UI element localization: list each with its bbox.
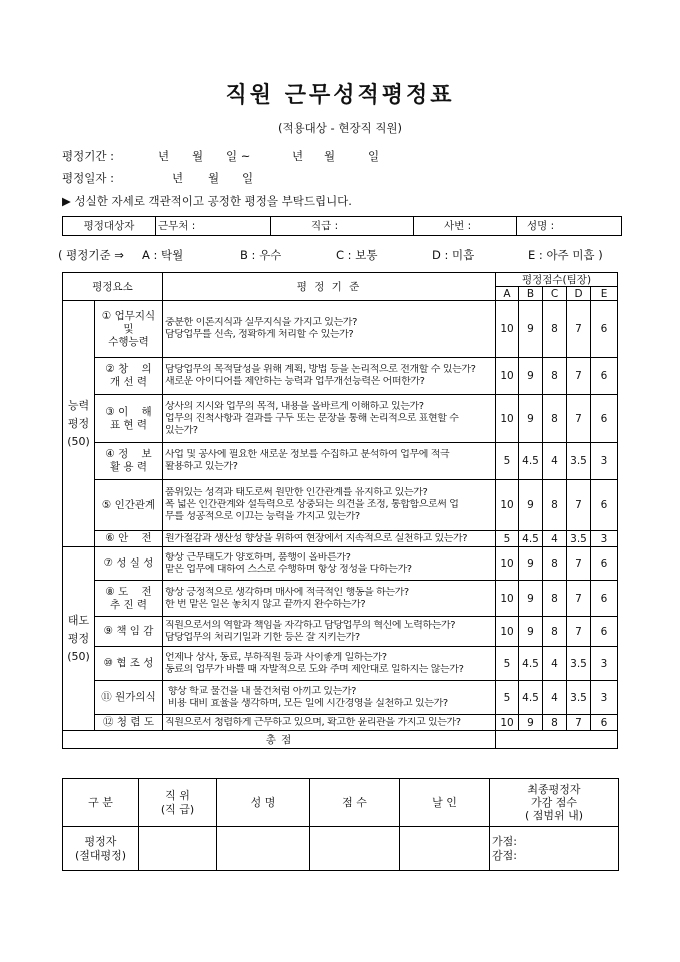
evaluation-criteria	[163, 581, 496, 617]
criteria-line: 담당업무를 신속, 정확하게 처리할 수 있는가?	[165, 329, 354, 340]
score-option[interactable]: 3.5	[567, 531, 591, 547]
total-label: 총 점	[63, 731, 496, 749]
item-label-line: ⑫ 청 렴 도	[103, 716, 154, 728]
signature-table	[62, 778, 619, 871]
criteria-legend	[58, 247, 603, 263]
score-option[interactable]: 5	[496, 531, 519, 547]
score-option[interactable]: 8	[543, 617, 567, 647]
item-label-line: 및	[123, 322, 134, 335]
criteria-line: 상사의 지시와 업무의 목적, 내용을 올바르게 이해하고 있는가?	[165, 400, 424, 412]
score-option[interactable]: 9	[519, 715, 543, 731]
score-option[interactable]: 5	[496, 681, 519, 715]
score-option[interactable]: 10	[496, 301, 519, 358]
evaluator-position-cell[interactable]	[139, 827, 217, 871]
score-option[interactable]: 6	[591, 547, 618, 581]
evaluator-score-cell[interactable]	[310, 827, 400, 871]
criteria-line: 담당업무의 처리기일과 기한 등은 잘 지키는가?	[165, 631, 360, 643]
score-option[interactable]: 7	[567, 581, 591, 617]
score-option[interactable]: 10	[496, 358, 519, 395]
evaluation-item	[95, 395, 163, 443]
criteria-line: 직원으로서의 역할과 책임을 자각하고 담당업무의 혁신에 노력하는가?	[165, 619, 456, 631]
score-option[interactable]: 4	[543, 647, 567, 681]
score-option[interactable]: 5	[496, 647, 519, 681]
criteria-line: 향상 학교 물건을 내 물건처럼 아끼고 있는가?	[165, 685, 357, 697]
page-subtitle: (적용대상 - 현장직 직원)	[277, 121, 403, 135]
evaluation-item	[95, 301, 163, 358]
evaluator-label-line2: (절대평정)	[74, 848, 127, 862]
score-option[interactable]: 3	[591, 647, 618, 681]
criteria-line: 사업 및 공사에 필요한 새로운 정보를 수집하고 분석하여 업무에 적극	[165, 449, 450, 460]
date-month: 월	[208, 171, 220, 185]
sign-position-line2: (직 급)	[160, 802, 195, 816]
score-option[interactable]: 3	[591, 531, 618, 547]
evaluation-row	[63, 547, 618, 581]
group-attitude	[63, 547, 95, 731]
bonus-points-label: 가점:	[492, 834, 517, 848]
evaluation-item	[95, 547, 163, 581]
evaluator-label	[63, 827, 139, 871]
evaluation-item	[95, 647, 163, 681]
score-option[interactable]: 5	[496, 443, 519, 480]
evaluation-criteria	[163, 547, 496, 581]
evaluation-row	[63, 443, 618, 480]
score-option[interactable]: 8	[543, 581, 567, 617]
score-option[interactable]: 10	[496, 715, 519, 731]
score-option[interactable]: 3	[591, 681, 618, 715]
score-option[interactable]: 3.5	[567, 681, 591, 715]
score-option[interactable]: 9	[519, 358, 543, 395]
score-option[interactable]: 3.5	[567, 443, 591, 480]
penalty-points-label: 감점:	[492, 848, 517, 862]
item-label-line: ③ 이 해	[105, 405, 152, 418]
criteria-line: 원가절감과 생산성 향상을 위하여 현장에서 지속적으로 실천하고 있는가?	[165, 532, 468, 544]
sign-header-final	[490, 779, 619, 827]
evaluation-row	[63, 395, 618, 443]
score-option[interactable]: 7	[567, 547, 591, 581]
criteria-line: 비용 대비 효율을 생각하며, 모든 일에 시간경영을 실천하고 있는가?	[165, 697, 448, 709]
score-option[interactable]: 9	[519, 581, 543, 617]
period-day1: 일 ~	[226, 149, 251, 163]
score-option[interactable]: 8	[543, 301, 567, 358]
evaluation-row	[63, 480, 618, 531]
score-option[interactable]: 7	[567, 480, 591, 531]
item-label-line: ⑤ 인간관계	[101, 498, 156, 511]
sign-header-category: 구 분	[63, 779, 139, 827]
target-info-table	[62, 216, 622, 236]
criteria-line: 충분한 이론지식과 실무지식을 가지고 있는가?	[165, 317, 357, 328]
period-month2: 월	[324, 149, 336, 163]
score-option[interactable]: 8	[543, 395, 567, 443]
criteria-line: 한 번 맡은 일은 놓치지 않고 끝까지 완수하는가?	[165, 598, 366, 610]
item-label-line: 추 진 력	[109, 598, 148, 611]
score-option[interactable]: 9	[519, 480, 543, 531]
score-option[interactable]: 6	[591, 480, 618, 531]
evaluation-row	[63, 531, 618, 547]
group-label-line: 능력	[67, 398, 90, 412]
criteria-line: 활용하고 있는가?	[165, 461, 238, 472]
evaluation-item	[95, 581, 163, 617]
score-option[interactable]: 4.5	[519, 531, 543, 547]
evaluation-criteria	[163, 715, 496, 731]
item-label-line: ⑦ 성 실 성	[103, 557, 154, 569]
score-option[interactable]: 8	[543, 715, 567, 731]
evaluation-criteria	[163, 531, 496, 547]
final-evaluator-line3: ( 점범위 내)	[524, 809, 584, 822]
criteria-line: 항상 긍정적으로 생각하며 매사에 적극적인 행동을 하는가?	[165, 586, 409, 598]
date-label: 평정일자 :	[62, 171, 114, 185]
item-label-line: ⑧ 도 전	[105, 585, 152, 598]
item-label-line: ① 업무지식	[101, 309, 156, 322]
criteria-d: D : 미흡	[432, 248, 475, 262]
criteria-b: B : 우수	[240, 248, 282, 262]
header-element: 평정요소	[63, 273, 163, 301]
evaluation-criteria	[163, 358, 496, 395]
evaluation-row	[63, 681, 618, 715]
score-option[interactable]: 7	[567, 715, 591, 731]
grade-a: A	[496, 287, 519, 301]
final-evaluator-line1: 최종평정자	[527, 783, 581, 796]
score-option[interactable]: 7	[567, 358, 591, 395]
evaluator-name-cell[interactable]	[217, 827, 310, 871]
item-label-line: ⑪ 원가의식	[101, 691, 156, 703]
evaluation-row	[63, 358, 618, 395]
group-label-line: 평정	[67, 631, 90, 645]
score-option[interactable]: 6	[591, 715, 618, 731]
criteria-a: A : 탁월	[142, 248, 184, 262]
criteria-line: 무를 성공적으로 이끄는 능력을 가지고 있는가?	[165, 511, 360, 522]
criteria-line: 항상 근무태도가 양호하며, 품행이 올바른가?	[165, 551, 351, 563]
score-option[interactable]: 10	[496, 581, 519, 617]
date-year: 년	[172, 171, 184, 185]
score-option[interactable]: 9	[519, 301, 543, 358]
criteria-line: 새로운 아이디어를 제안하는 능력과 업무개선능력은 어떠한가?	[165, 376, 425, 387]
evaluation-criteria	[163, 617, 496, 647]
score-option[interactable]: 4	[543, 681, 567, 715]
score-option[interactable]: 4	[543, 531, 567, 547]
item-label-line: ② 창 의	[105, 363, 152, 375]
evaluation-criteria	[163, 647, 496, 681]
employee-name-field: 성명 :	[517, 217, 622, 236]
score-option[interactable]: 8	[543, 358, 567, 395]
sign-header-name: 성 명	[217, 779, 310, 827]
score-option[interactable]: 6	[591, 581, 618, 617]
score-option[interactable]: 7	[567, 617, 591, 647]
group-label-line: 평정	[67, 416, 90, 430]
score-option[interactable]: 9	[519, 547, 543, 581]
score-option[interactable]: 4.5	[519, 443, 543, 480]
period-year1: 년	[158, 149, 170, 163]
criteria-e: E : 아주 미흡 )	[528, 248, 603, 262]
grade-b: B	[519, 287, 543, 301]
evaluation-item	[95, 681, 163, 715]
period-label: 평정기간 :	[62, 149, 114, 163]
evaluation-criteria	[163, 395, 496, 443]
evaluation-item	[95, 480, 163, 531]
period-month1: 월	[192, 149, 204, 163]
score-option[interactable]: 10	[496, 395, 519, 443]
sign-header-seal: 날 인	[400, 779, 490, 827]
score-option[interactable]: 4.5	[519, 681, 543, 715]
evaluation-item	[95, 358, 163, 395]
evaluation-row	[63, 301, 618, 358]
score-option[interactable]: 4.5	[519, 647, 543, 681]
evaluation-item	[95, 617, 163, 647]
criteria-line: 맡은 업무에 대하여 스스로 수행하며 항상 정성을 다하는가?	[165, 563, 412, 575]
item-label-line: 표 현 력	[109, 418, 148, 431]
criteria-open: ( 평정기준 ⇒	[58, 248, 124, 262]
sign-header-score: 점 수	[310, 779, 400, 827]
sign-header-position	[139, 779, 217, 827]
item-label-line: 개 선 력	[109, 376, 148, 388]
group-ability	[63, 301, 95, 547]
item-label-line: ④ 정 보	[105, 448, 152, 460]
evaluation-date	[62, 170, 254, 186]
score-option[interactable]: 7	[567, 301, 591, 358]
evaluation-row	[63, 647, 618, 681]
total-score	[496, 731, 618, 749]
score-option[interactable]: 6	[591, 301, 618, 358]
evaluation-item	[95, 531, 163, 547]
evaluation-criteria	[163, 681, 496, 715]
header-score: 평정점수(팀장)	[496, 273, 618, 287]
sign-position-line1: 직 위	[165, 788, 190, 802]
score-option[interactable]: 10	[496, 480, 519, 531]
evaluation-criteria	[163, 480, 496, 531]
employee-id-field: 사번 :	[414, 217, 517, 236]
group-label-line: 태도	[67, 613, 90, 627]
item-label-line: 수행능력	[108, 335, 149, 348]
criteria-line: 있는가?	[165, 424, 198, 436]
score-option[interactable]: 10	[496, 617, 519, 647]
target-label: 평정대상자	[63, 217, 156, 236]
item-label-line: ⑨ 책 임 감	[103, 625, 154, 637]
notice-text: ▶ 성실한 자세로 객관적이고 공정한 평정을 부탁드립니다.	[62, 194, 352, 208]
criteria-c: C : 보통	[336, 248, 378, 262]
score-option[interactable]: 10	[496, 547, 519, 581]
evaluation-table	[62, 272, 618, 749]
position-field: 직급 :	[271, 217, 414, 236]
evaluation-item	[95, 443, 163, 480]
grade-d: D	[567, 287, 591, 301]
workplace-field: 근무처 :	[156, 217, 271, 236]
period-day2: 일	[368, 149, 380, 163]
grade-e: E	[591, 287, 618, 301]
criteria-line: 동료의 업무가 바쁠 때 자발적으로 도와 주며 제안대로 일하지는 않는가?	[165, 663, 464, 675]
criteria-line: 담당업무의 목적달성을 위해 계획, 방법 등을 논리적으로 전개할 수 있는가?	[165, 364, 476, 375]
period-year2: 년	[292, 149, 304, 163]
score-option[interactable]: 4	[543, 443, 567, 480]
evaluator-label-line1: 평정자	[84, 834, 117, 848]
criteria-line: 언제나 상사, 동료, 부하직원 등과 사이좋게 일하는가?	[165, 651, 387, 663]
item-label-line: 활 용 력	[109, 461, 148, 473]
score-option[interactable]: 3	[591, 443, 618, 480]
item-label-line: ⑥ 안 전	[105, 532, 152, 544]
score-option[interactable]: 8	[543, 480, 567, 531]
evaluation-item	[95, 715, 163, 731]
page-title: 직원 근무성적평정표	[225, 82, 455, 108]
score-option[interactable]: 6	[591, 358, 618, 395]
score-option[interactable]: 9	[519, 617, 543, 647]
evaluation-row	[63, 581, 618, 617]
score-option[interactable]: 7	[567, 395, 591, 443]
evaluation-criteria	[163, 443, 496, 480]
criteria-line: 업무의 진척사항과 결과를 구두 또는 문장을 통해 논리적으로 표현할 수	[165, 412, 459, 424]
score-option[interactable]: 9	[519, 395, 543, 443]
evaluator-seal-cell[interactable]	[400, 827, 490, 871]
evaluation-period	[62, 148, 380, 164]
evaluation-row	[63, 617, 618, 647]
criteria-line: 직원으로서 청렴하게 근무하고 있으며, 확고한 윤리관을 가지고 있는가?	[165, 716, 461, 728]
score-option[interactable]: 8	[543, 547, 567, 581]
grade-c: C	[543, 287, 567, 301]
header-standard: 평 정 기 준	[163, 273, 496, 301]
score-option[interactable]: 3.5	[567, 647, 591, 681]
evaluation-row	[63, 715, 618, 731]
date-day: 일	[242, 171, 254, 185]
evaluation-criteria	[163, 301, 496, 358]
score-option[interactable]: 6	[591, 395, 618, 443]
group-label-line: (50)	[67, 434, 90, 448]
score-option[interactable]: 6	[591, 617, 618, 647]
item-label-line: ⑩ 협 조 성	[103, 657, 154, 669]
group-label-line: (50)	[67, 649, 90, 663]
adjustment-cell[interactable]	[490, 827, 619, 871]
criteria-line: 품위있는 성격과 태도로써 원만한 인간관계를 유지하고 있는가?	[165, 487, 428, 498]
criteria-line: 폭 넓은 인간관계와 설득력으로 상충되는 의견을 조정, 통합함으로써 업	[165, 499, 459, 510]
final-evaluator-line2: 가감 점수	[530, 796, 577, 809]
